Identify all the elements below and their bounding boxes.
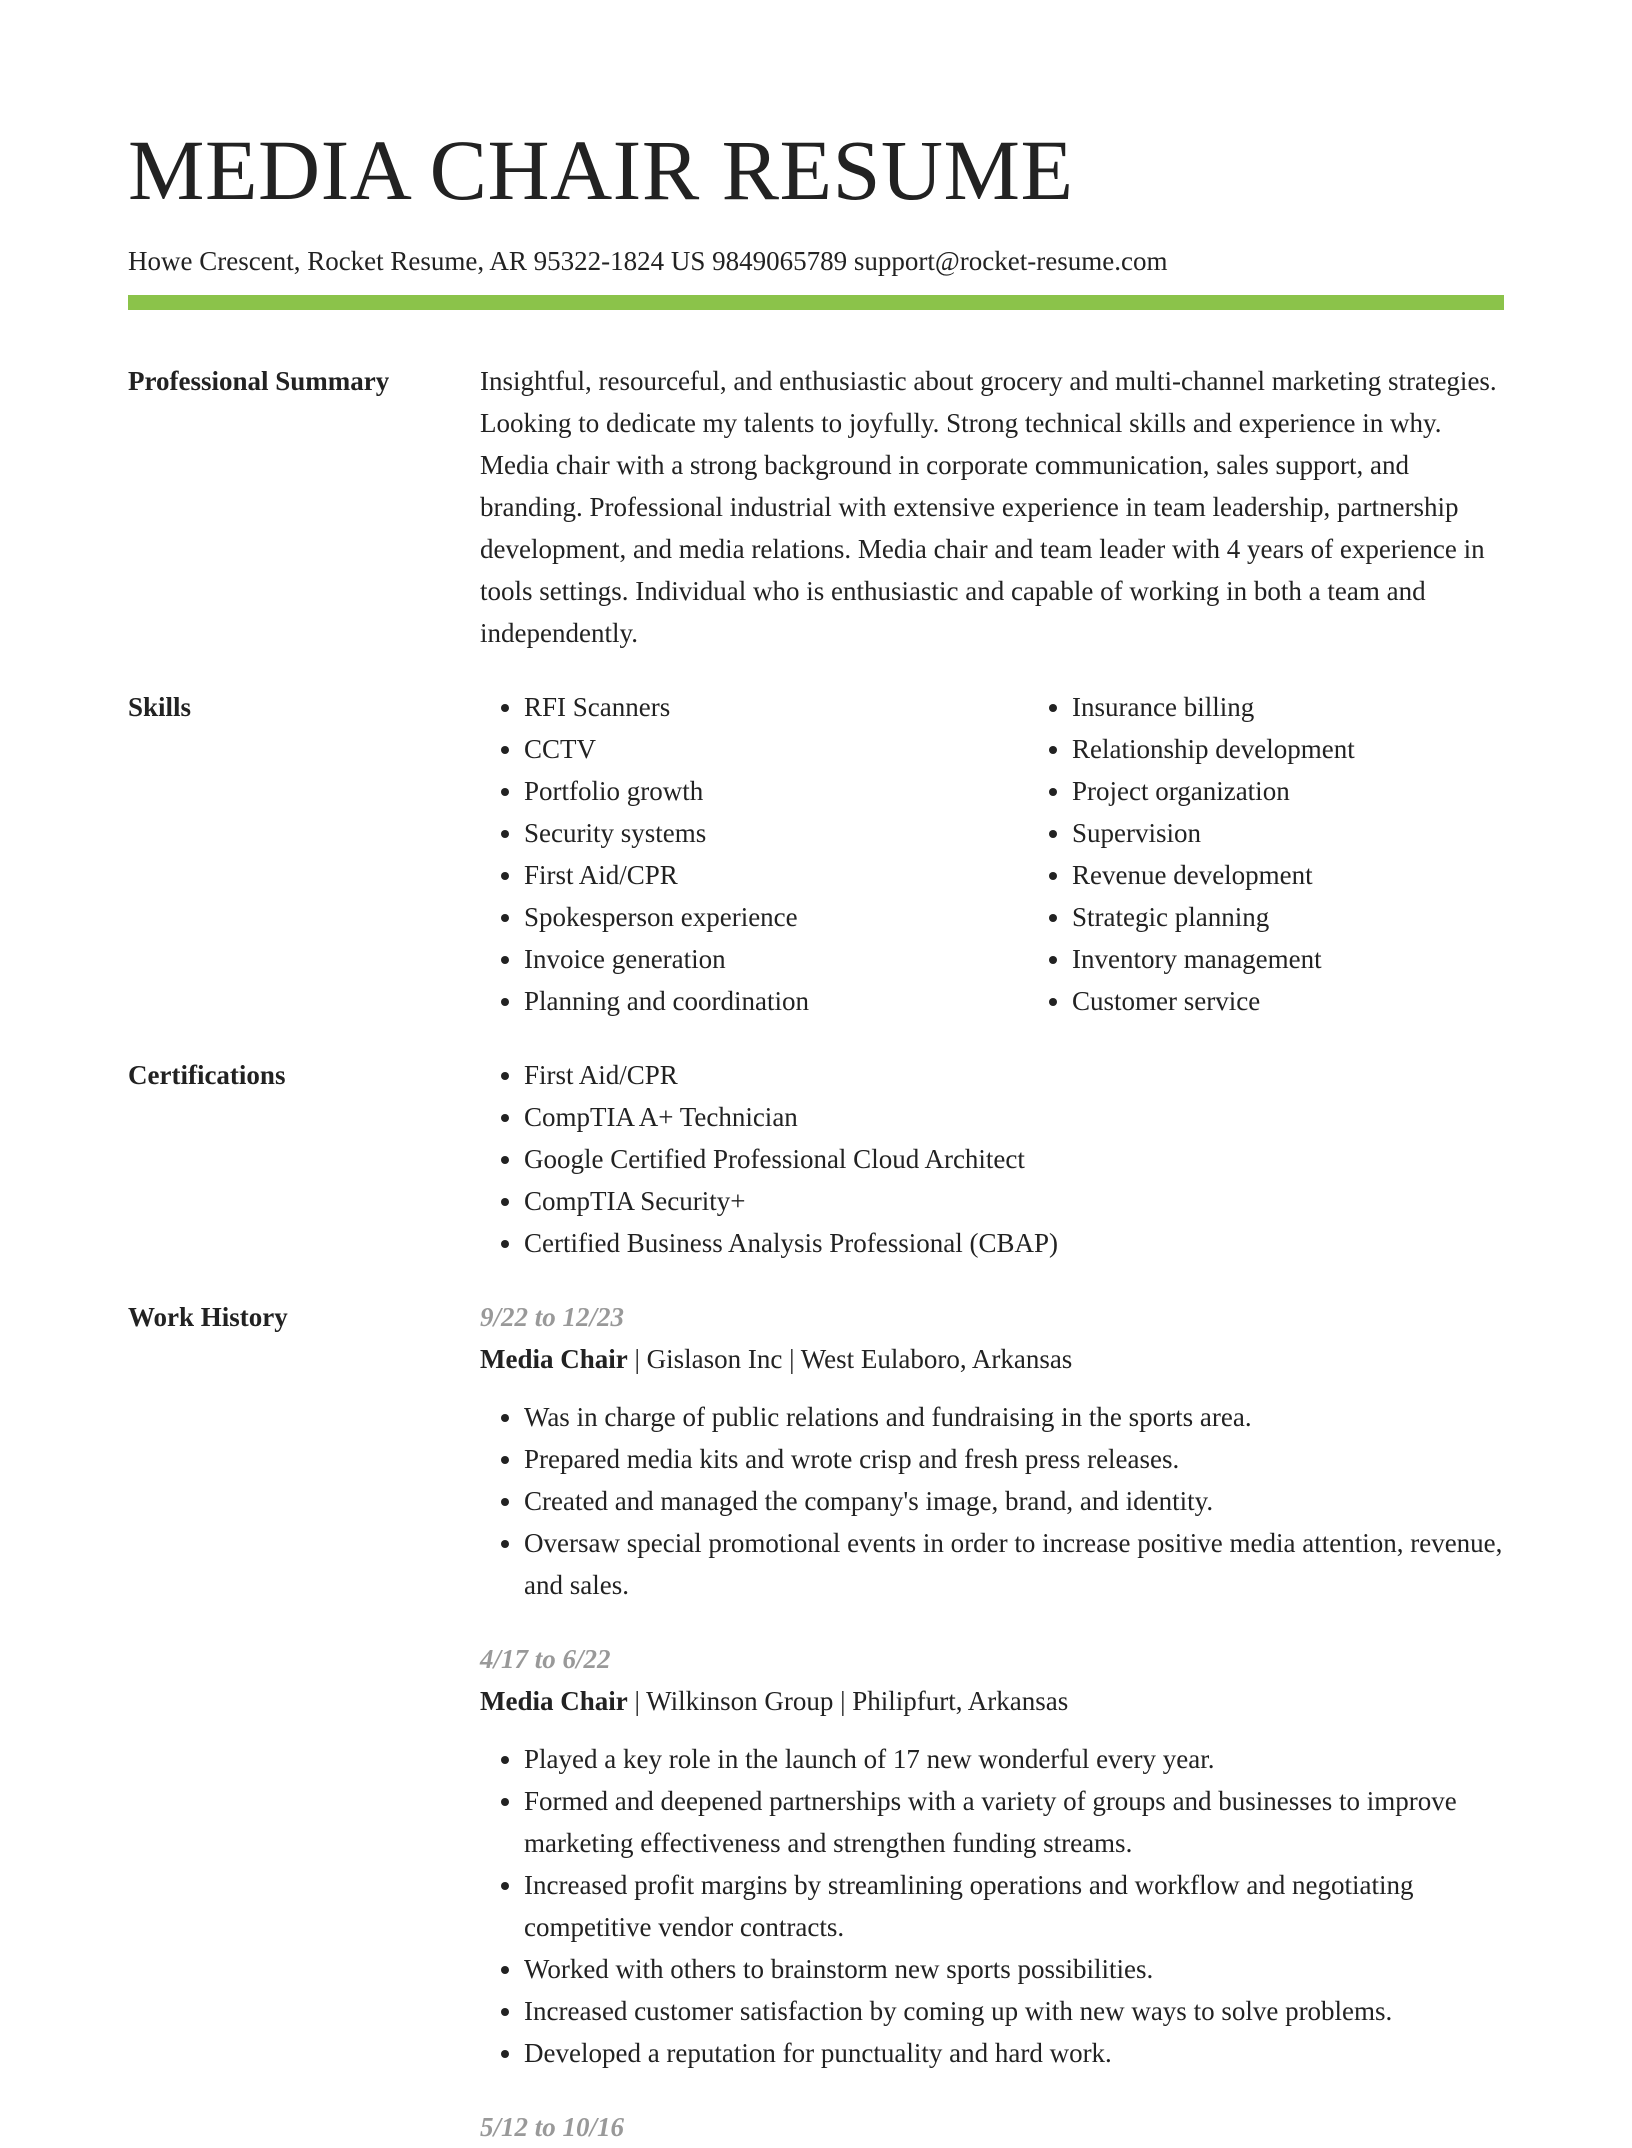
job-bullet: • Developed a reputation for punctuality and hard work. [524, 2032, 1504, 2074]
job-bullet: • Prepared media kits and wrote crisp and fresh press releases. [524, 1438, 1504, 1480]
skill-item: • Planning and coordination [524, 980, 1028, 1022]
skills-section [128, 686, 1504, 1022]
job-bullets [480, 1738, 1504, 2074]
job-heading [480, 1680, 1504, 1722]
certifications-body [480, 1054, 1504, 1264]
job-bullets [480, 1396, 1504, 1606]
skill-item: • RFI Scanners [524, 686, 1028, 728]
work-history-body [480, 1296, 1504, 2148]
skills-list-right [1028, 686, 1576, 1022]
skill-item: • Relationship development [1072, 728, 1576, 770]
skill-item: • Portfolio growth [524, 770, 1028, 812]
summary-section [128, 360, 1504, 654]
skills-list-left [480, 686, 1028, 1022]
skill-item: • First Aid/CPR [524, 854, 1028, 896]
skill-item: • Insurance billing [1072, 686, 1576, 728]
job-bullet: • Played a key role in the launch of 17 new wonderful every year. [524, 1738, 1504, 1780]
skills-columns [480, 686, 1576, 1022]
job-role: Media Chair [480, 1686, 628, 1716]
job-bullet: • Created and managed the company's image, brand, and identity. [524, 1480, 1504, 1522]
section-label-work-history: Work History [128, 1302, 288, 1332]
job-bullet: • Worked with others to brainstorm new sports possibilities. [524, 1948, 1504, 1990]
job-dates: 9/22 to 12/23 [480, 1302, 625, 1332]
job-dates: 4/17 to 6/22 [480, 1644, 611, 1674]
job-bullet: • Increased profit margins by streamlining operations and workflow and negotiating competitive vendor contracts. [524, 1864, 1504, 1948]
work-history-section [128, 1296, 1504, 2148]
job-entry [480, 1296, 1504, 1606]
header-divider [128, 295, 1504, 310]
skill-item: • Customer service [1072, 980, 1576, 1022]
resume-title: MEDIA CHAIR RESUME [128, 122, 1074, 218]
job-heading [480, 1338, 1504, 1380]
skill-item: • Supervision [1072, 812, 1576, 854]
job-details: | Wilkinson Group | Philipfurt, Arkansas [627, 1686, 1069, 1716]
resume-page [128, 0, 1504, 2148]
skill-item: • Strategic planning [1072, 896, 1576, 938]
skill-item: • Inventory management [1072, 938, 1576, 980]
certification-item: • CompTIA A+ Technician [524, 1096, 1504, 1138]
job-entry [480, 2106, 1504, 2148]
job-entry [480, 1638, 1504, 2074]
skill-item: • Revenue development [1072, 854, 1576, 896]
section-label-summary: Professional Summary [128, 366, 390, 396]
job-bullet: • Increased customer satisfaction by coming up with new ways to solve problems. [524, 1990, 1504, 2032]
job-bullet: • Oversaw special promotional events in order to increase positive media attention, revenue, and sales. [524, 1522, 1504, 1606]
job-bullet: • Formed and deepened partnerships with a variety of groups and businesses to improve marketing effectiveness and strengthen funding streams. [524, 1780, 1504, 1864]
certification-item: • First Aid/CPR [524, 1054, 1504, 1096]
job-details: | Gislason Inc | West Eulaboro, Arkansas [627, 1344, 1073, 1374]
summary-text: Insightful, resourceful, and enthusiastic about grocery and multi-channel marketing strategies. Looking to dedicate my talents to joyfully. Strong technical skills and experience in why. Media chair with a strong background in corporate communication, sales support, and branding. Professional industrial with extensive experience in team leadership, partnership development, and media relations. Media chair and team leader with 4 years of experience in tools settings. Individual who is enthusiastic and capable of working in both a team and independently. [480, 366, 1497, 648]
certification-item: • Google Certified Professional Cloud Architect [524, 1138, 1504, 1180]
skill-item: • Invoice generation [524, 938, 1028, 980]
job-dates: 5/12 to 10/16 [480, 2112, 625, 2142]
job-bullet: • Was in charge of public relations and fundraising in the sports area. [524, 1396, 1504, 1438]
skill-item: • Project organization [1072, 770, 1576, 812]
certification-item: • CompTIA Security+ [524, 1180, 1504, 1222]
skill-item: • CCTV [524, 728, 1028, 770]
certification-item: • Certified Business Analysis Professional (CBAP) [524, 1222, 1504, 1264]
certifications-list [480, 1054, 1504, 1264]
section-label-skills: Skills [128, 692, 192, 722]
job-role: Media Chair [480, 1344, 628, 1374]
section-label-certifications: Certifications [128, 1060, 286, 1090]
certifications-section [128, 1054, 1504, 1264]
skill-item: • Security systems [524, 812, 1028, 854]
contact-line: Howe Crescent, Rocket Resume, AR 95322-1824 US 9849065789 support@rocket-resume.com [128, 246, 1168, 276]
skill-item: • Spokesperson experience [524, 896, 1028, 938]
